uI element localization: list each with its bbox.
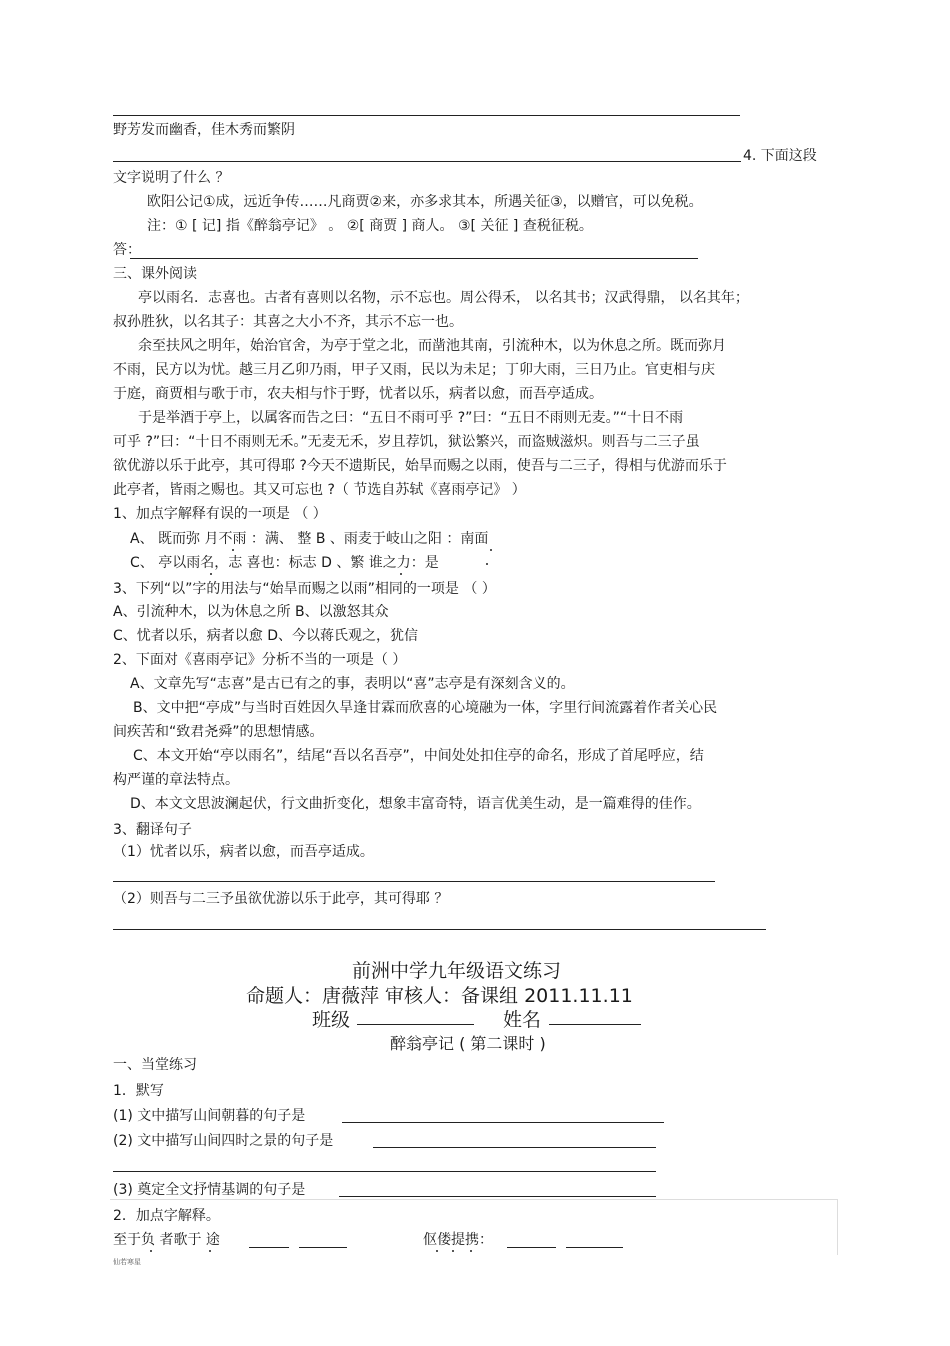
emphasis-dot: [452, 1250, 454, 1252]
question-number: 4. 下面这段: [743, 148, 817, 164]
passage-line: 于是举酒于亭上，以属客而告之曰：“五日不雨可乎 ?”曰：“五日不雨则无麦。”“十日不雨: [138, 410, 684, 426]
quote-text: 欧阳公记①成，远近争传……凡商贾②来，亦多求其本，所遇关征③，以赠官，可以免税。: [147, 194, 703, 210]
question-text: 3、下列“以”字的用法与“始旱而赐之以雨”相同的一项是 （ ）: [113, 581, 496, 597]
dictation-item: (2) 文中描写山间四时之景的句子是: [113, 1133, 334, 1149]
option-line: 间疾苦和“致君尧舜”的思想情感。: [113, 724, 324, 740]
worksheet-authors: 命题人：唐薇萍 审核人：备课组 2011.11.11: [246, 985, 633, 1007]
class-label: 班级: [312, 1009, 351, 1031]
question-text: 文字说明了什么 ？: [113, 170, 230, 186]
answer-line[interactable]: [113, 115, 740, 116]
option-line: C、本文开始“亭以雨名”，结尾“吾以名吾亭”，中间处处扣住亭的命名，形成了首尾呼应，结: [133, 748, 704, 764]
option-line: A、 既而弥 月不雨 ：满、 整 B 、雨麦于岐山之阳 ：南面: [130, 531, 489, 547]
emphasis-dot: [400, 573, 402, 575]
option-line: C、忧者以乐，病者以愈 D、今以蒋氏观之，犹信: [113, 628, 419, 644]
answer-line[interactable]: [249, 1247, 289, 1248]
section-title: 三、课外阅读: [113, 266, 197, 282]
note-text: 注：① [ 记] 指《醉翁亭记》 。 ②[ 商贾 ] 商人。 ③[ 关征 ] 查税征税。: [147, 218, 593, 234]
passage-line: 不雨，民方以为忧。越三月乙卯乃雨，甲子又雨，民以为未足；丁卯大雨，三日乃止。官吏相与庆: [113, 362, 715, 378]
answer-line[interactable]: [130, 258, 698, 259]
name-label: 姓名: [503, 1009, 542, 1031]
explain-item: 至于负 者歌于 途: [113, 1232, 220, 1248]
passage-line: 可乎 ?”曰：“十日不雨则无禾。”无麦无禾，岁且荐饥，狱讼繁兴，而盗贼滋炽。则吾与二三子虽: [113, 434, 700, 450]
answer-line[interactable]: [113, 929, 766, 930]
option-line: 构严谨的章法特点。: [113, 772, 239, 788]
dictation-item: (1) 文中描写山间朝暮的句子是: [113, 1108, 306, 1124]
question-text: 1、加点字解释有误的一项是 （ ）: [113, 506, 327, 522]
emphasis-dot: [486, 563, 488, 565]
class-input[interactable]: [357, 1024, 474, 1025]
option-line: A、文章先写“志喜”是古已有之的事，表明以“喜”志亭是有深刻含义的。: [130, 676, 575, 692]
section-title: 一、当堂练习: [113, 1057, 197, 1073]
emphasis-dot: [210, 573, 212, 575]
emphasis-dot: [150, 1250, 152, 1252]
option-line: D、本文文思波澜起伏，行文曲折变化，想象丰富奇特，语言优美生动，是一篇难得的佳作。: [130, 796, 701, 812]
option-line: B、文中把“亭成”与当时百姓因久旱逢甘霖而欣喜的心境融为一体，字里行间流露着作者关心民: [133, 700, 718, 716]
answer-line[interactable]: [507, 1247, 556, 1248]
footer-mark: 仙若寒星: [113, 1258, 141, 1266]
question-text: 2、下面对《喜雨亭记》分析不当的一项是（ ）: [113, 652, 407, 668]
worksheet-title: 前洲中学九年级语文练习: [352, 960, 562, 982]
passage-line: 亭以雨名．志喜也。古者有喜则以名物，示不忘也。周公得禾， 以名其书；汉武得鼎， 以名其年；: [138, 290, 749, 306]
passage-line: 叔孙胜狄，以名其子：其喜之大小不齐，其示不忘一也。: [113, 314, 463, 330]
answer-line[interactable]: [113, 161, 741, 162]
answer-line[interactable]: [342, 1122, 664, 1123]
option-line: A、引流种木，以为休息之所 B、以激怒其众: [113, 604, 389, 620]
answer-line[interactable]: [339, 1196, 656, 1197]
answer-line[interactable]: [299, 1247, 347, 1248]
emphasis-dot: [436, 1250, 438, 1252]
emphasis-dot: [490, 549, 492, 551]
text-line: 野芳发而幽香，佳木秀而繁阴: [113, 122, 295, 138]
explain-item: 伛偻提携：: [423, 1232, 493, 1248]
passage-line: 余至扶风之明年，始治官舍，为亭于堂之北，而凿池其南，引流种木，以为休息之所。既而弥月: [138, 338, 726, 354]
answer-line[interactable]: [566, 1247, 623, 1248]
emphasis-dot: [470, 1250, 472, 1252]
answer-label: 答：: [113, 242, 141, 258]
question-text: 1．默写: [113, 1083, 164, 1099]
translate-item: （2）则吾与二三予虽欲优游以乐于此亭，其可得耶 ？: [113, 891, 449, 907]
passage-line: 此亭者，皆雨之赐也。其又可忘也 ?（ 节选自苏轼《喜雨亭记》 ）: [113, 482, 526, 498]
question-text: 2．加点字解释。: [113, 1208, 220, 1224]
answer-line[interactable]: [373, 1147, 656, 1148]
translate-item: （1）忧者以乐，病者以愈，而吾亭适成。: [113, 844, 374, 860]
name-input[interactable]: [549, 1024, 641, 1025]
answer-line[interactable]: [113, 1171, 656, 1172]
lesson-title: 醉翁亭记 ( 第二课时 ): [390, 1034, 546, 1053]
question-text: 3、翻译句子: [113, 822, 192, 838]
emphasis-dot: [209, 1250, 211, 1252]
answer-line[interactable]: [113, 881, 715, 882]
passage-line: 欲优游以乐于此亭，其可得耶 ?今天不遗斯民，始旱而赐之以雨，使吾与二三子，得相与优游而乐于: [113, 458, 727, 474]
emphasis-dot: [232, 549, 234, 551]
dictation-item: (3) 奠定全文抒情基调的句子是: [113, 1182, 306, 1198]
passage-line: 于庭，商贾相与歌于市，农夫相与忭于野，忧者以乐，病者以愈，而吾亭适成。: [113, 386, 603, 402]
option-line: C、 亭以雨名，志 喜也：标志 D 、繁 谁之力：是: [130, 555, 439, 571]
